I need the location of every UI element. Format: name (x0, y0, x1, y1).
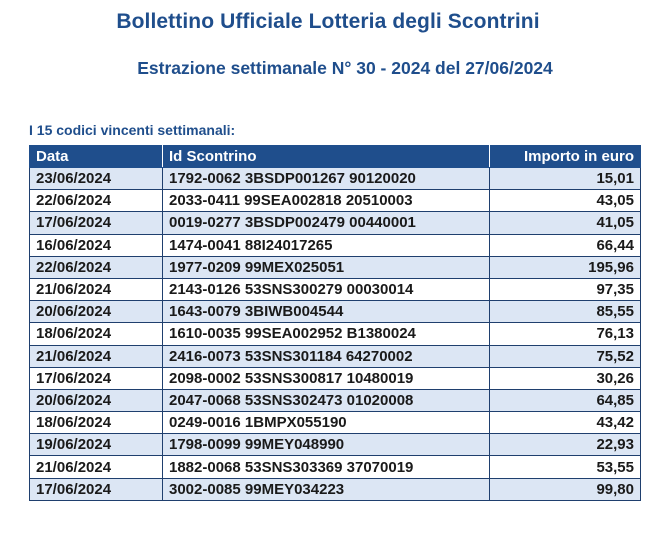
table-row (30, 478, 641, 500)
date-cell: 18/06/2024 (30, 323, 163, 345)
date-cell: 21/06/2024 (30, 278, 163, 300)
section-label: I 15 codici vincenti settimanali: (29, 122, 236, 138)
date-cell: 17/06/2024 (30, 367, 163, 389)
amount-cell: 30,26 (490, 367, 641, 389)
receipt-id-cell: 1610-0035 99SEA002952 B1380024 (163, 323, 490, 345)
receipt-id-cell: 2047-0068 53SNS302473 01020008 (163, 389, 490, 411)
table-row (30, 389, 641, 411)
amount-cell: 66,44 (490, 234, 641, 256)
receipt-id-cell: 1977-0209 99MEX025051 (163, 256, 490, 278)
date-cell: 23/06/2024 (30, 168, 163, 190)
column-header-amount: Importo in euro (490, 146, 641, 168)
date-cell: 22/06/2024 (30, 190, 163, 212)
amount-cell: 99,80 (490, 478, 641, 500)
table-row (30, 256, 641, 278)
date-cell: 16/06/2024 (30, 234, 163, 256)
document-title: Bollettino Ufficiale Lotteria degli Scontrini (116, 10, 540, 33)
date-cell: 21/06/2024 (30, 456, 163, 478)
table-row (30, 190, 641, 212)
amount-cell: 195,96 (490, 256, 641, 278)
table-row (30, 345, 641, 367)
table-row (30, 278, 641, 300)
table-row (30, 301, 641, 323)
receipt-id-cell: 1643-0079 3BIWB004544 (163, 301, 490, 323)
table-row (30, 367, 641, 389)
receipt-id-cell: 0019-0277 3BSDP002479 00440001 (163, 212, 490, 234)
receipt-id-cell: 1882-0068 53SNS303369 37070019 (163, 456, 490, 478)
date-cell: 19/06/2024 (30, 434, 163, 456)
amount-cell: 43,05 (490, 190, 641, 212)
receipt-id-cell: 3002-0085 99MEY034223 (163, 478, 490, 500)
table-row (30, 323, 641, 345)
amount-cell: 76,13 (490, 323, 641, 345)
document-subtitle: Estrazione settimanale N° 30 - 2024 del 27/06/2024 (137, 58, 553, 78)
table-row (30, 212, 641, 234)
receipt-id-cell: 2098-0002 53SNS300817 10480019 (163, 367, 490, 389)
amount-cell: 22,93 (490, 434, 641, 456)
date-cell: 17/06/2024 (30, 212, 163, 234)
table-body (30, 168, 641, 501)
amount-cell: 15,01 (490, 168, 641, 190)
amount-cell: 97,35 (490, 278, 641, 300)
amount-cell: 85,55 (490, 301, 641, 323)
amount-cell: 75,52 (490, 345, 641, 367)
table-row (30, 168, 641, 190)
receipt-id-cell: 2416-0073 53SNS301184 64270002 (163, 345, 490, 367)
date-cell: 20/06/2024 (30, 301, 163, 323)
amount-cell: 41,05 (490, 212, 641, 234)
date-cell: 20/06/2024 (30, 389, 163, 411)
receipt-id-cell: 1798-0099 99MEY048990 (163, 434, 490, 456)
table-row (30, 412, 641, 434)
winning-codes-table (29, 145, 641, 501)
date-cell: 18/06/2024 (30, 412, 163, 434)
table-header-row (30, 146, 641, 168)
table-row (30, 456, 641, 478)
receipt-id-cell: 1474-0041 88I24017265 (163, 234, 490, 256)
column-header-id: Id Scontrino (163, 146, 490, 168)
date-cell: 22/06/2024 (30, 256, 163, 278)
date-cell: 17/06/2024 (30, 478, 163, 500)
table-row (30, 234, 641, 256)
receipt-id-cell: 2033-0411 99SEA002818 20510003 (163, 190, 490, 212)
amount-cell: 64,85 (490, 389, 641, 411)
receipt-id-cell: 1792-0062 3BSDP001267 90120020 (163, 168, 490, 190)
table-row (30, 434, 641, 456)
amount-cell: 43,42 (490, 412, 641, 434)
column-header-date: Data (30, 146, 163, 168)
receipt-id-cell: 0249-0016 1BMPX055190 (163, 412, 490, 434)
receipt-id-cell: 2143-0126 53SNS300279 00030014 (163, 278, 490, 300)
date-cell: 21/06/2024 (30, 345, 163, 367)
amount-cell: 53,55 (490, 456, 641, 478)
